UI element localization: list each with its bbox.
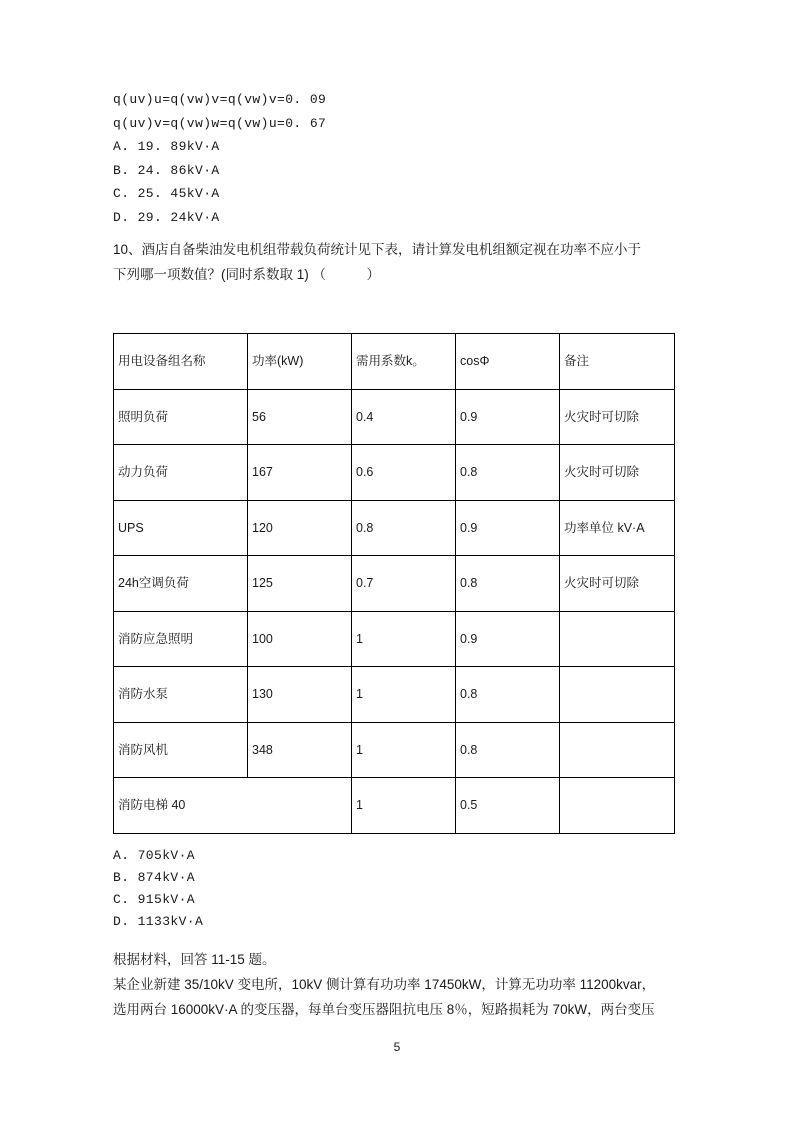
table-row-merged — [114, 778, 675, 834]
formula-option-c: C. 25. 45kV·A — [113, 186, 220, 201]
question-10-line-1: 10、酒店自备柴油发电机组带载负荷统计见下表，请计算发电机组额定视在功率不应小于 — [113, 242, 642, 257]
table-row — [114, 445, 675, 501]
formula-line-2: q(uv)v=q(vw)w=q(vw)u=0. 67 — [113, 115, 327, 131]
cell-demand-factor: 1 — [352, 667, 456, 723]
page-number: 5 — [393, 1040, 401, 1054]
table-row — [114, 611, 675, 667]
cell-power: 100 — [248, 611, 352, 667]
cell-power: 130 — [248, 667, 352, 723]
cell-power: 56 — [248, 389, 352, 445]
cell-remark — [560, 611, 675, 667]
table-row — [114, 556, 675, 612]
cell-equipment-name: 24h空调负荷 — [114, 556, 248, 612]
formula-option-d: D. 29. 24kV·A — [113, 209, 220, 225]
cell-remark: 火灾时可切除 — [560, 556, 675, 612]
table-header-power: 功率(kW) — [248, 334, 352, 390]
cell-equipment-name: UPS — [114, 500, 248, 556]
question-10-option-c: C. 915kV·A — [113, 892, 196, 907]
cell-equipment-name: 动力负荷 — [114, 445, 248, 501]
passage-line-3: 选用两台 16000kV·A 的变压器，每单台变压器阻抗电压 8％，短路损耗为 70kW，两台变压 — [113, 1002, 655, 1017]
formula-line-1: q(uv)u=q(vw)v=q(vw)v=0. 09 — [113, 92, 327, 107]
question-10-line-2: 下列哪一项数值？(同时系数取 1) （ ） — [113, 267, 381, 282]
cell-equipment-name: 消防水泵 — [114, 667, 248, 723]
question-10-option-a: A. 705kV·A — [113, 848, 196, 863]
cell-demand-factor: 0.4 — [352, 389, 456, 445]
cell-power: 120 — [248, 500, 352, 556]
cell-cos-phi: 0.8 — [456, 445, 560, 501]
cell-demand-factor: 1 — [352, 722, 456, 778]
cell-cos-phi: 0.9 — [456, 611, 560, 667]
question-10-stem — [113, 237, 688, 287]
question-10-options — [113, 845, 413, 933]
formula-block — [113, 88, 673, 229]
table-row — [114, 667, 675, 723]
table-row — [114, 500, 675, 556]
formula-option-b: B. 24. 86kV·A — [113, 162, 220, 178]
formula-option-a: A. 19. 89kV·A — [113, 139, 220, 154]
table-row — [114, 722, 675, 778]
cell-equipment-name: 消防风机 — [114, 722, 248, 778]
cell-remark: 火灾时可切除 — [560, 445, 675, 501]
passage-line-2: 某企业新建 35/10kV 变电所，10kV 侧计算有功功率 17450kW，计算无功功率 11200kvar， — [113, 977, 656, 992]
cell-cos-phi: 0.8 — [456, 556, 560, 612]
table-row — [114, 389, 675, 445]
cell-demand-factor: 1 — [352, 778, 456, 834]
table-header-equipment-name: 用电设备组名称 — [114, 334, 248, 390]
cell-cos-phi: 0.8 — [456, 667, 560, 723]
cell-remark: 火灾时可切除 — [560, 389, 675, 445]
cell-equipment-name-merged: 消防电梯 40 — [114, 778, 352, 834]
cell-remark: 功率单位 kV·A — [560, 500, 675, 556]
cell-cos-phi: 0.9 — [456, 500, 560, 556]
load-statistics-table — [113, 333, 675, 834]
table-header-cos-phi: cosΦ — [456, 334, 560, 390]
passage-line-1: 根据材料，回答 11-15 题。 — [113, 952, 276, 967]
cell-equipment-name: 照明负荷 — [114, 389, 248, 445]
table-header-row — [114, 334, 675, 390]
cell-power: 167 — [248, 445, 352, 501]
cell-remark — [560, 667, 675, 723]
question-10-option-b: B. 874kV·A — [113, 870, 196, 885]
cell-demand-factor: 0.6 — [352, 445, 456, 501]
cell-cos-phi: 0.9 — [456, 389, 560, 445]
table-header-remark: 备注 — [560, 334, 675, 390]
cell-demand-factor: 0.8 — [352, 500, 456, 556]
cell-power: 125 — [248, 556, 352, 612]
cell-remark — [560, 778, 675, 834]
cell-cos-phi: 0.5 — [456, 778, 560, 834]
question-10-option-d: D. 1133kV·A — [113, 914, 204, 929]
cell-power: 348 — [248, 722, 352, 778]
cell-demand-factor: 0.7 — [352, 556, 456, 612]
cell-equipment-name: 消防应急照明 — [114, 611, 248, 667]
reading-passage — [113, 947, 691, 1022]
cell-remark — [560, 722, 675, 778]
table-header-demand-factor: 需用系数k。 — [352, 334, 456, 390]
cell-demand-factor: 1 — [352, 611, 456, 667]
cell-cos-phi: 0.8 — [456, 722, 560, 778]
